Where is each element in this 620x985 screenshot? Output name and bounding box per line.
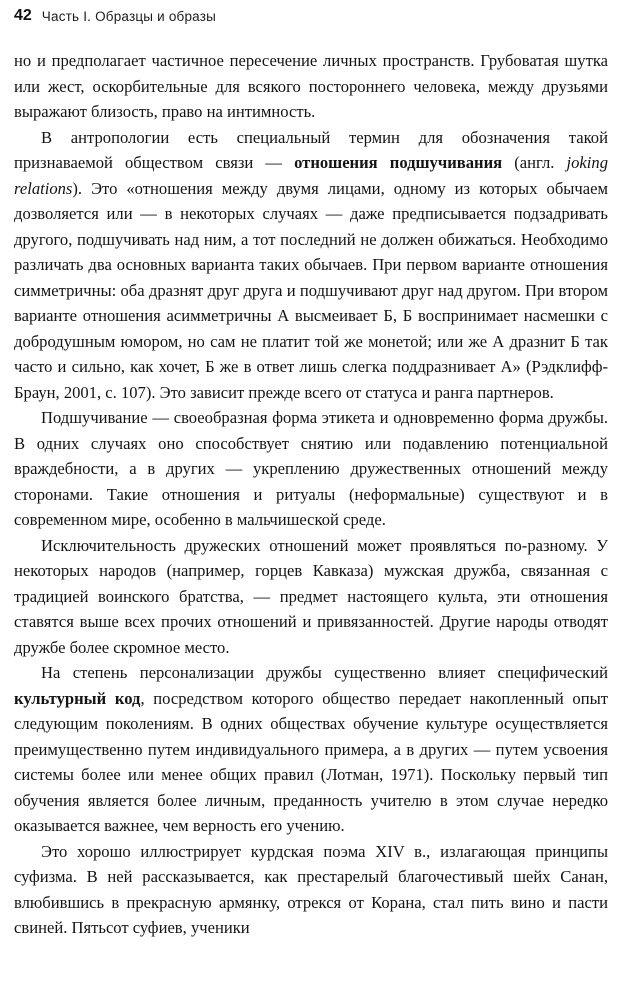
paragraph xyxy=(14,839,608,941)
text-run: (англ. xyxy=(502,153,567,172)
text-run: но и предполагает частичное пересечение личных пространств. Грубоватая шутка или жест, оскорбительные для всякого постороннего человека, между друзьями выражают близость, право на интимность. xyxy=(14,51,608,121)
page-header xyxy=(0,0,620,36)
running-title: Часть I. Образцы и образы xyxy=(41,9,217,24)
paragraph xyxy=(14,405,608,533)
paragraph xyxy=(14,533,608,661)
body-text xyxy=(14,48,608,941)
text-run: Это хорошо иллюстрирует курдская поэма XIV в., излагающая принципы суфизма. В ней рассказывается, как престарелый благочестивый шейх Санан, влюбившись в прекрасную армянку, отрекся от Корана, стал пить вино и пасти свиней. Пятьсот суфиев, ученики xyxy=(14,841,608,937)
text-run: ). Это «отношения между двумя лицами, одному из которых обычаем дозволяется или — в некоторых случаях — даже предписывается подзадривать другого, подшучивать над ним, а тот последний не должен обижаться. Необходимо различать два основных варианта таких обычаев. При первом варианте отношения симметричны: оба дразнят друг друга и подшучивают друг над другом. При втором варианте отношения асимметричны А высмеивает Б, Б воспринимает насмешки с добродушным юмором, но сам не платит той же монетой; или же А дразнит Б так часто и сильно, как хочет, Б же в ответ лишь слегка поддразнивает А» (Рэдклифф-Браун, 2001, с. 107). Это зависит прежде всего от статуса и ранга партнеров. xyxy=(14,178,608,402)
paragraph xyxy=(14,660,608,839)
text-run: Исключительность дружеских отношений может проявляться по-разному. У некоторых народов (например, горцев Кавказа) мужская дружба, связанная с традицией воинского братства, — предмет настоящего культа, эти отношения ставятся выше всех прочих отношений и привязанностей. Другие народы отводят дружбе более скромное место. xyxy=(14,535,608,657)
italic-term: joking relations xyxy=(14,153,608,198)
text-run: , посредством которого общество передает накопленный опыт следующим поколениям. В одних обществах обучение культуре осуществляется преимущественно путем индивидуального примера, а в других — путем усвоения системы более или менее общих правил (Лотман, 1971). Поскольку первый тип обучения является более личным, преданность учителю в этом случае нередко оказывается важнее, чем верность его учению. xyxy=(14,688,609,835)
paragraph xyxy=(14,125,608,406)
paragraph xyxy=(14,48,608,125)
page-number: 42 xyxy=(14,7,32,24)
bold-term: отношения подшучивания xyxy=(294,153,503,172)
text-run: Подшучивание — своеобразная форма этикета и одновременно форма дружбы. В одних случаях оно способствует снятию или подавлению потенциальной враждебности, а в других — укреплению дружественных отношений между сторонами. Такие отношения и ритуалы (неформальные) существуют и в современном мире, особенно в мальчишеской среде. xyxy=(14,408,608,529)
text-run: В антропологии есть специальный термин для обозначения такой признаваемой обществом связи — xyxy=(14,127,608,172)
text-run: На степень персонализации дружбы существенно влияет специфический xyxy=(41,663,608,682)
bold-term: культурный код xyxy=(14,688,141,708)
